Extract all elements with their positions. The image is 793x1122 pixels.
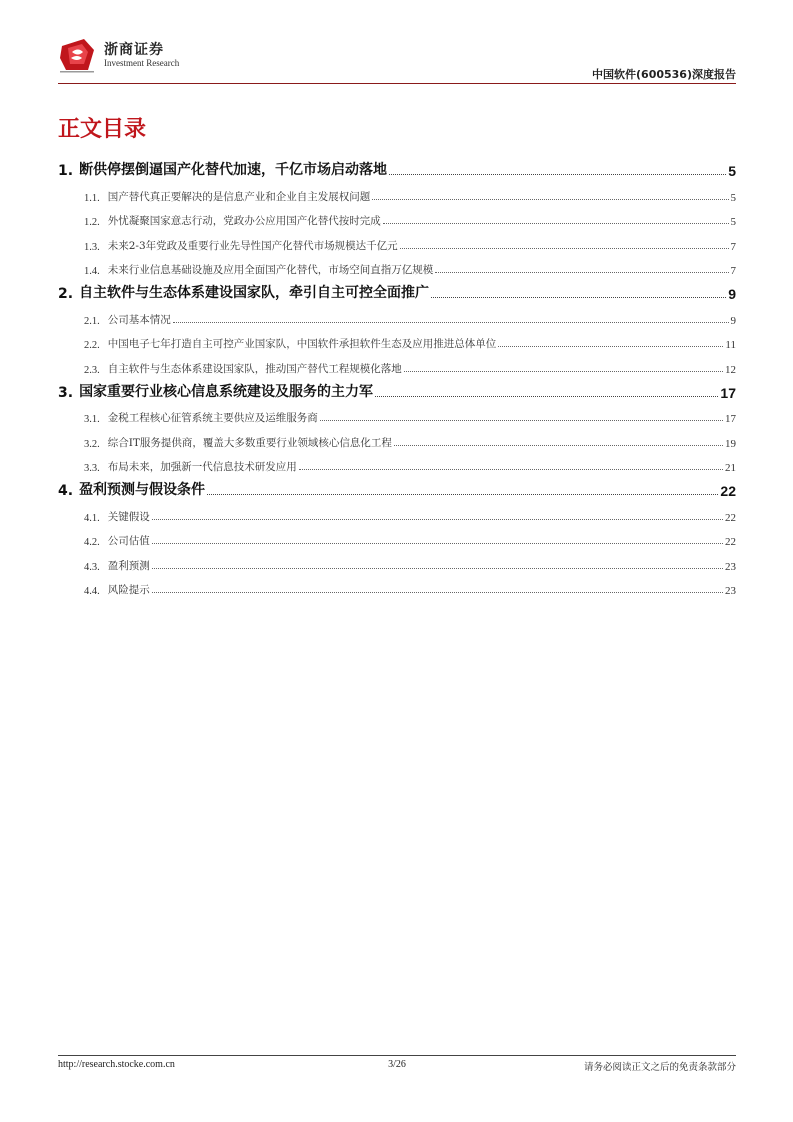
toc-subsection-entry[interactable]: [58, 253, 736, 278]
page-number: 3/26: [388, 1059, 406, 1070]
toc-entry-page: 22: [725, 536, 736, 548]
toc-dot-leader: [394, 445, 723, 446]
toc-dot-leader: [372, 199, 728, 200]
page-footer: [58, 1059, 736, 1075]
toc-entry-title: 公司基本情况: [107, 313, 171, 326]
toc-section-entry[interactable]: [58, 277, 736, 302]
toc-subsection-entry[interactable]: [58, 204, 736, 229]
toc-entry-page: 5: [730, 216, 736, 228]
toc-dot-leader: [152, 592, 723, 593]
toc-entry-number: 4.3.: [84, 561, 100, 573]
logo-chinese-name: 浙商证券: [104, 41, 164, 58]
toc-entry-number: 2.2.: [84, 340, 100, 351]
toc-entry-title: 公司估值: [107, 535, 150, 547]
toc-dot-leader: [498, 346, 723, 347]
toc-heading: 正文目录: [58, 117, 147, 142]
toc-entry-page: 17: [720, 384, 736, 401]
toc-section-entry[interactable]: [58, 376, 736, 401]
toc-entry-number: 1.2.: [84, 217, 100, 228]
toc-entry-page: 11: [725, 339, 736, 351]
toc-entry-number: 4.2.: [84, 537, 100, 548]
toc-entry-title: 国产替代真正要解决的是信息产业和企业自主发展权问题: [107, 190, 371, 203]
toc-entry-page: 22: [725, 511, 736, 524]
toc-dot-leader: [404, 371, 723, 372]
toc-entry-title: 盈利预测: [107, 559, 150, 572]
toc-subsection-entry[interactable]: [58, 499, 736, 524]
toc-entry-page: 7: [730, 240, 736, 253]
toc-entry-page: 12: [725, 363, 736, 376]
toc-entry-title: 布局未来，加强新一代信息技术研发应用: [107, 461, 297, 473]
toc-entry-number: 1.: [58, 163, 74, 179]
toc-dot-leader: [299, 469, 723, 470]
toc-entry-number: 3.: [58, 384, 74, 401]
toc-subsection-entry[interactable]: [58, 179, 736, 204]
table-of-contents: [58, 154, 736, 597]
toc-subsection-entry[interactable]: [58, 228, 736, 253]
page-header: [58, 30, 736, 82]
toc-entry-title: 国家重要行业核心信息系统建设及服务的主力军: [79, 383, 374, 400]
company-logo: [58, 36, 179, 74]
toc-section-entry[interactable]: [58, 154, 736, 179]
toc-entry-page: 19: [725, 437, 736, 450]
header-divider: [58, 83, 736, 84]
toc-entry-title: 盈利预测与假设条件: [79, 482, 206, 498]
toc-dot-leader: [435, 272, 728, 273]
toc-entry-page: 5: [730, 191, 736, 204]
toc-entry-title: 外忧凝聚国家意志行动，党政办公应用国产化替代按时完成: [107, 215, 381, 227]
toc-entry-title: 自主软件与生态体系建设国家队，牵引自主可控全面推广: [79, 285, 430, 301]
toc-entry-number: 1.3.: [84, 241, 100, 253]
toc-dot-leader: [152, 543, 723, 544]
toc-entry-number: 3.2.: [84, 438, 100, 450]
toc-dot-leader: [389, 174, 726, 175]
toc-entry-title: 风险提示: [107, 584, 150, 596]
toc-dot-leader: [400, 248, 729, 249]
toc-entry-number: 4.: [58, 483, 74, 499]
toc-dot-leader: [375, 396, 718, 397]
toc-entry-number: 4.4.: [84, 586, 100, 597]
toc-subsection-entry[interactable]: [58, 351, 736, 376]
toc-entry-title: 断供停摆倒逼国产化替代加速，千亿市场启动落地: [79, 162, 388, 178]
toc-entry-title: 金税工程核心征管系统主要供应及运维服务商: [107, 412, 318, 424]
logo-english-name: Investment Research: [104, 57, 180, 68]
toc-subsection-entry[interactable]: [58, 302, 736, 327]
toc-entry-number: 3.3.: [84, 463, 100, 474]
toc-dot-leader: [431, 297, 726, 298]
toc-subsection-entry[interactable]: [58, 401, 736, 426]
report-title: 中国软件(600536)深度报告: [592, 68, 736, 81]
toc-entry-number: 2.1.: [84, 315, 100, 327]
toc-entry-number: 2.: [58, 286, 74, 302]
toc-entry-page: 23: [725, 585, 736, 597]
toc-subsection-entry[interactable]: [58, 425, 736, 450]
toc-entry-page: 23: [725, 560, 736, 573]
toc-dot-leader: [152, 519, 723, 520]
toc-entry-title: 未来行业信息基础设施及应用全面国产化替代，市场空间直指万亿规模: [107, 264, 434, 276]
toc-entry-page: 9: [730, 314, 736, 327]
toc-entry-page: 7: [730, 265, 736, 277]
toc-entry-number: 1.4.: [84, 266, 100, 277]
footer-disclaimer: 请务必阅读正文之后的免责条款部分: [583, 1062, 736, 1073]
toc-entry-page: 21: [725, 462, 736, 474]
toc-entry-number: 3.1.: [84, 414, 100, 425]
toc-subsection-entry[interactable]: [58, 573, 736, 598]
toc-entry-number: 1.1.: [84, 192, 100, 204]
footer-divider: [58, 1055, 736, 1056]
toc-dot-leader: [152, 568, 723, 569]
toc-subsection-entry[interactable]: [58, 450, 736, 475]
toc-dot-leader: [320, 420, 723, 421]
toc-entry-title: 自主软件与生态体系建设国家队，推动国产替代工程规模化落地: [107, 362, 402, 375]
toc-entry-title: 关键假设: [107, 510, 150, 523]
toc-entry-title: 综合IT服务提供商，覆盖大多数重要行业领域核心信息化工程: [107, 436, 392, 449]
toc-subsection-entry[interactable]: [58, 524, 736, 549]
toc-subsection-entry[interactable]: [58, 327, 736, 352]
toc-entry-number: 2.3.: [84, 364, 100, 376]
toc-entry-title: 未来2-3年党政及重要行业先导性国产化替代市场规模达千亿元: [107, 239, 398, 252]
toc-entry-title: 中国电子七年打造自主可控产业国家队，中国软件承担软件生态及应用推进总体单位: [107, 338, 497, 350]
footer-url-link[interactable]: http://research.stocke.com.cn: [58, 1059, 175, 1070]
toc-entry-number: 4.1.: [84, 512, 100, 524]
toc-entry-page: 9: [728, 286, 736, 302]
toc-section-entry[interactable]: [58, 474, 736, 499]
toc-entry-page: 22: [720, 483, 736, 499]
toc-dot-leader: [173, 322, 729, 323]
toc-dot-leader: [207, 494, 718, 495]
toc-entry-page: 17: [725, 413, 736, 425]
toc-subsection-entry[interactable]: [58, 548, 736, 573]
toc-dot-leader: [383, 223, 729, 224]
toc-entry-page: 5: [728, 163, 736, 179]
logo-icon: [58, 36, 98, 74]
